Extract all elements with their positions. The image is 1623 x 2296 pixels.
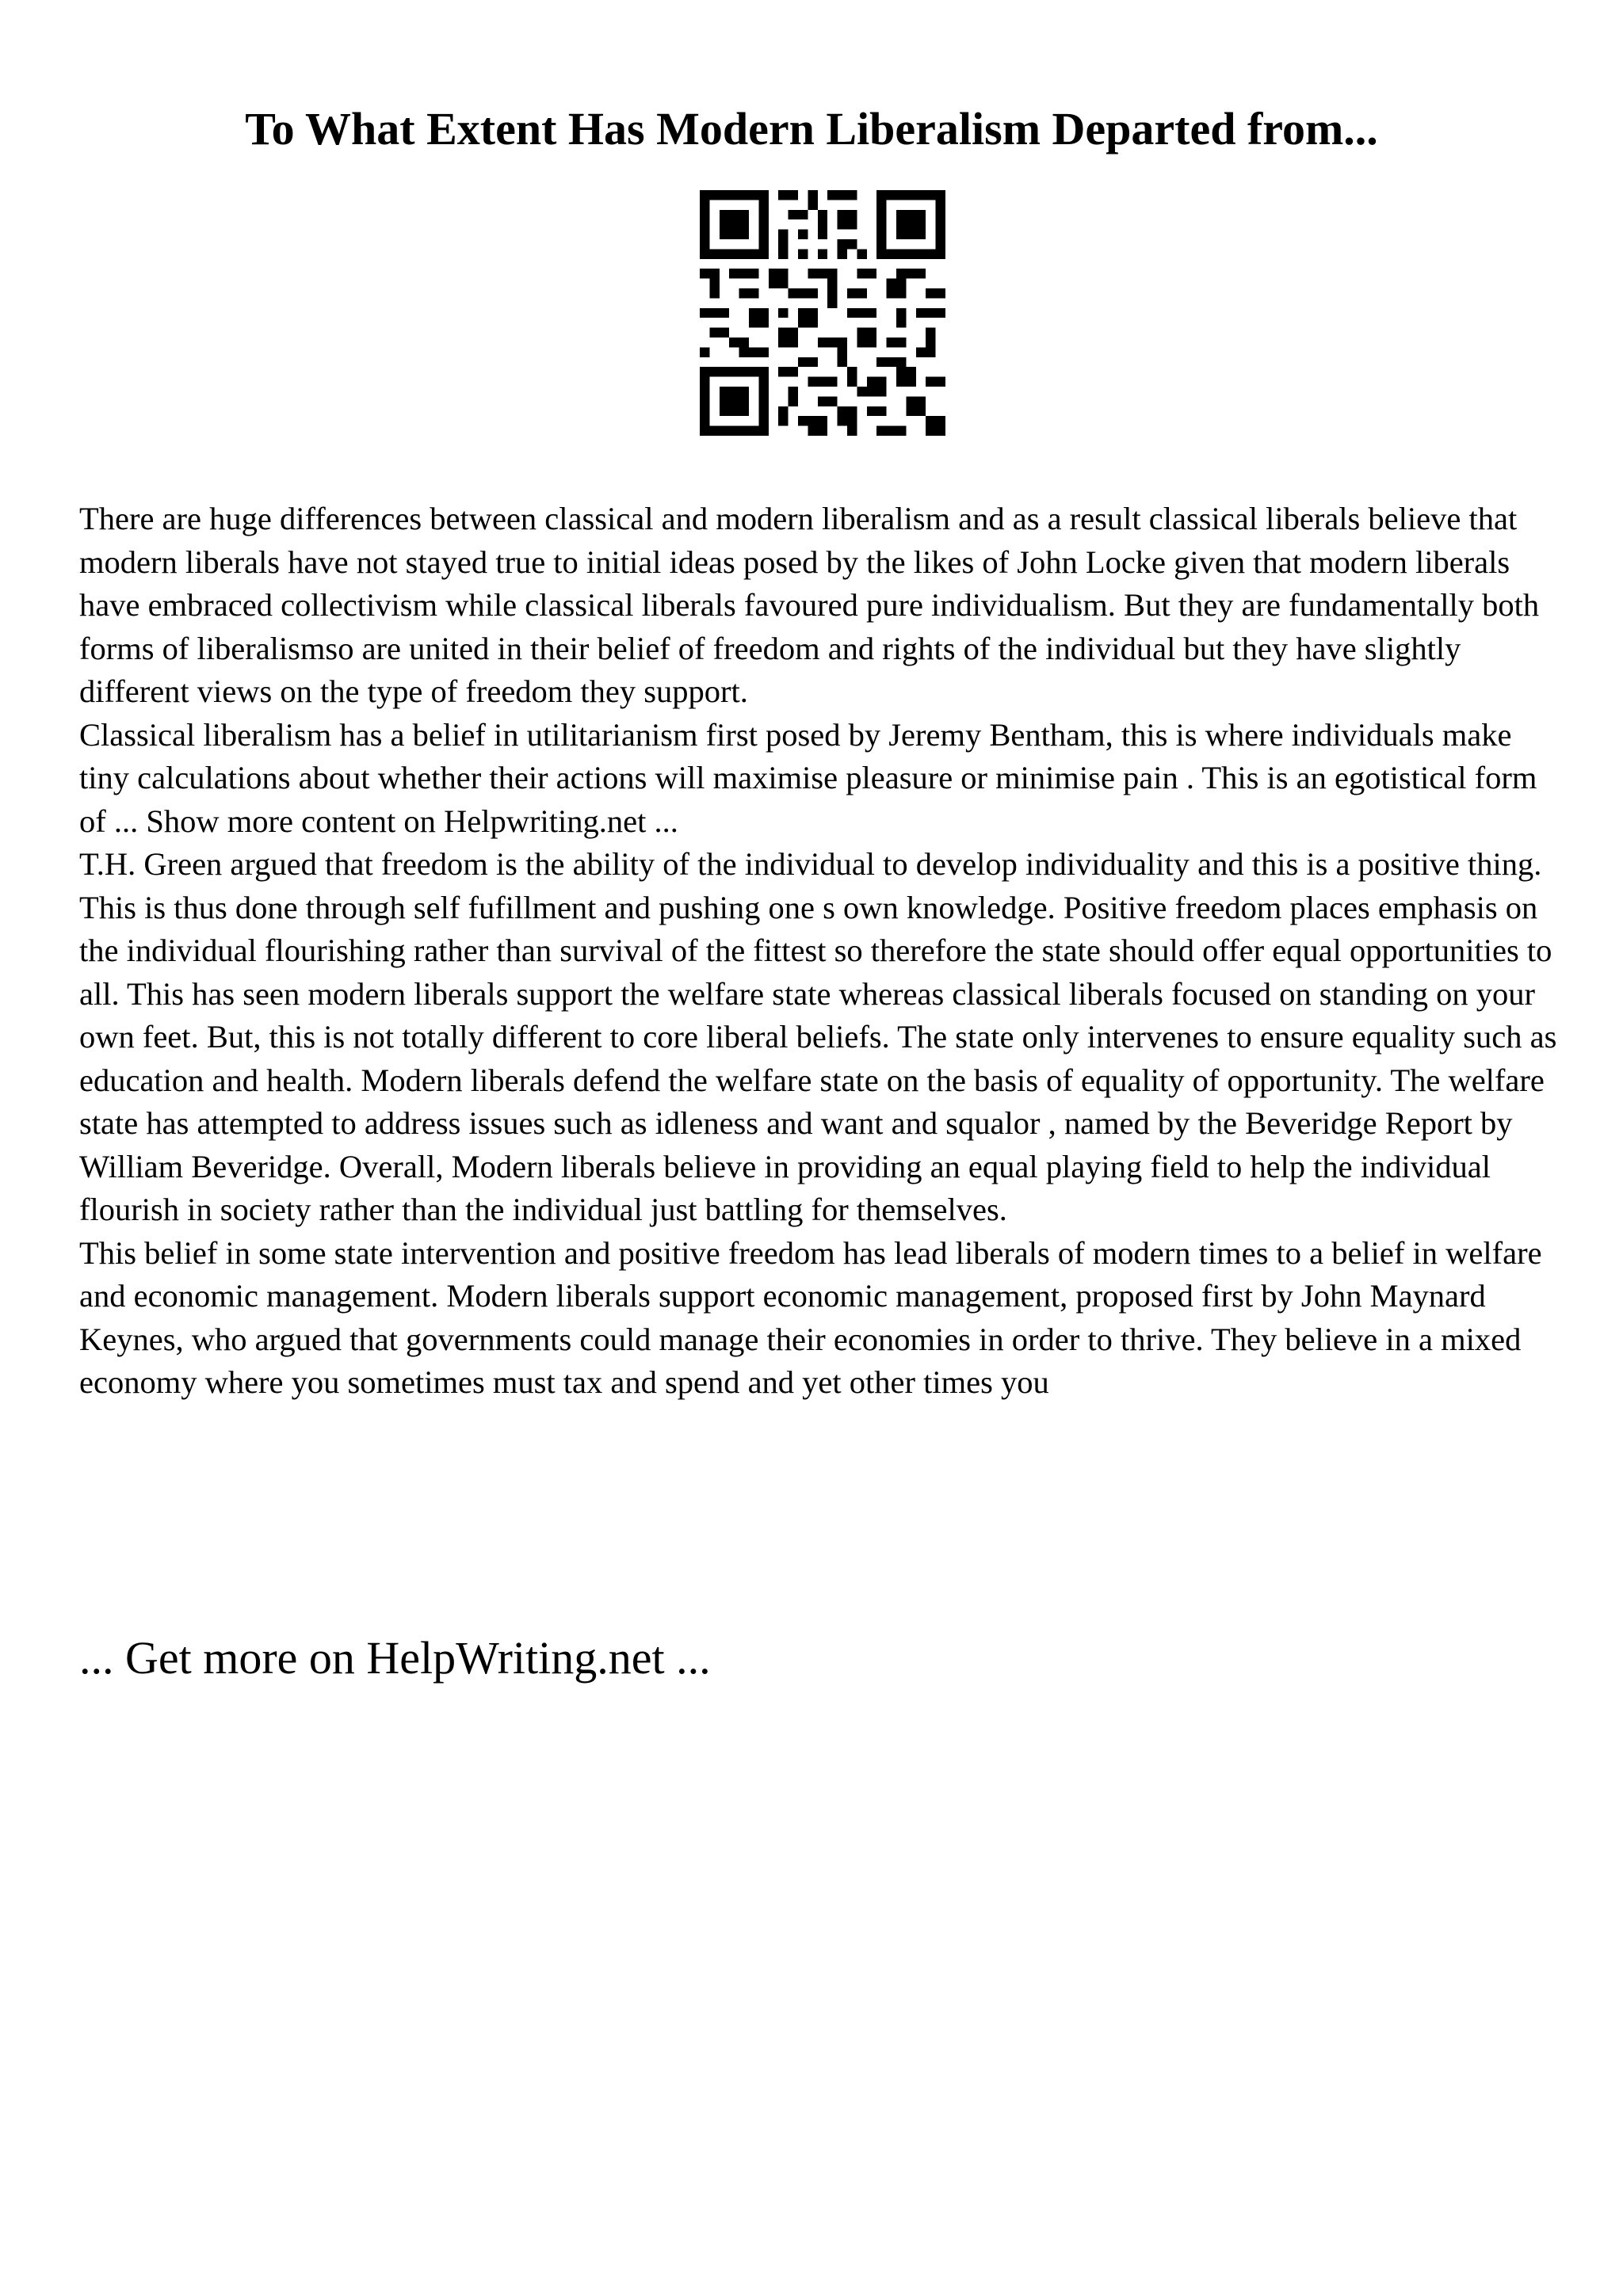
paragraph: T.H. Green argued that freedom is the ability of the individual to develop individuality and this is a positive thing. This is thus done through self fufillment and pushing one s own knowledge. Positive freedom places emphasis on the individual flourishing rather than survival of the fittest so therefore the state should offer equal opportunities to all. This has seen modern liberals support the welfare state whereas classical liberals focused on standing on your own feet. But, this is not totally different to core liberal beliefs. The state only intervenes to ensure equality such as education and health. Modern liberals defend the welfare state on the basis of equality of opportunity. The welfare state has attempted to address issues such as idleness and want and squalor , named by the Beveridge Report by William Beveridge. Overall, Modern liberals believe in providing an equal playing field to help the individual flourish in society rather than the individual just battling for themselves.	[79, 846, 1557, 1227]
paragraph: Classical liberalism has a belief in utilitarianism first posed by Jeremy Bentham, this is where individuals make tiny calculations about whether their actions will maximise pleasure or minimise pain . This is an egotistical form of ... Show more content on Helpwriting.net ...	[79, 716, 1537, 839]
document-body	[79, 498, 1569, 1405]
qr-code-icon	[700, 190, 945, 436]
paragraph: There are huge differences between classical and modern liberalism and as a result classical liberals believe that modern liberals have not stayed true to initial ideas posed by the likes of John Locke given that modern liberals have embraced collectivism while classical liberals favoured pure individualism. But they are fundamentally both forms of liberalismso are united in their belief of freedom and rights of the individual but they have slightly different views on the type of freedom they support.	[79, 501, 1540, 709]
document-title: To What Extent Has Modern Liberalism Departed from...	[245, 103, 1378, 154]
get-more-link[interactable]: ... Get more on HelpWriting.net ...	[79, 1632, 711, 1684]
paragraph: This belief in some state intervention and positive freedom has lead liberals of modern times to a belief in welfare and economic management. Modern liberals support economic management, proposed first by John Maynard Keynes, who argued that governments could manage their economies in order to thrive. They believe in a mixed economy where you sometimes must tax and spend and yet other times you	[79, 1234, 1542, 1400]
